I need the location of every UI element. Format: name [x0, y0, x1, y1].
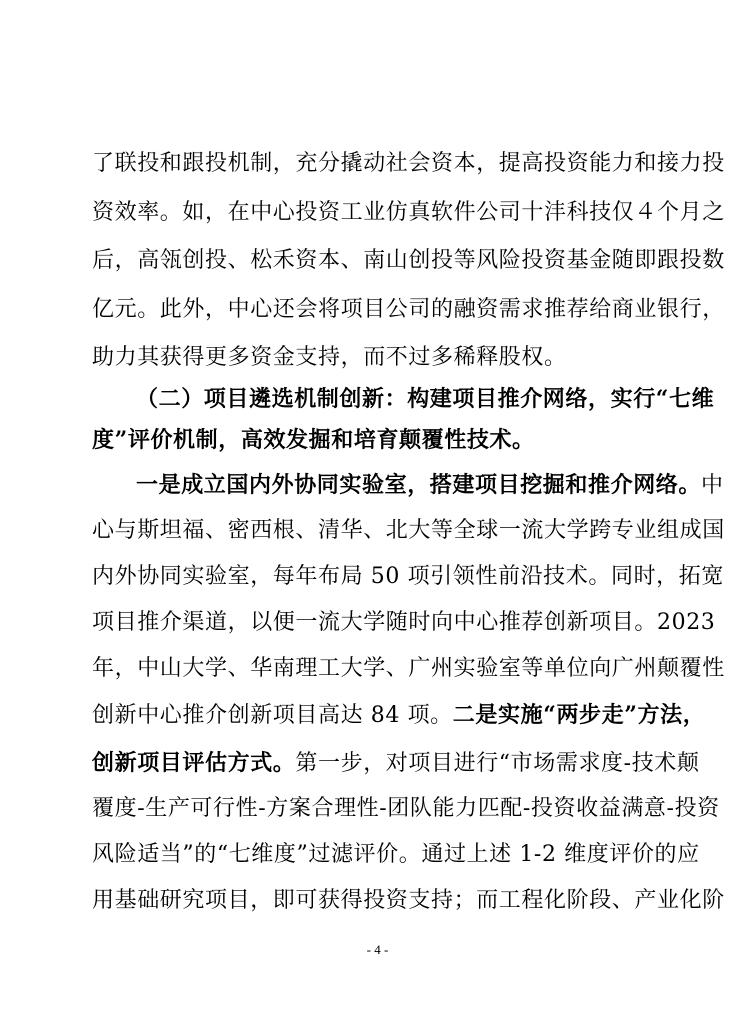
body-line-2: 资效率。如，在中心投资工业仿真软件公司十沣科技仅４个月之: [92, 200, 725, 225]
body-line-10: 内外协同实验室，每年布局 50 项引领性前沿技术。同时，拓宽: [92, 564, 724, 589]
body-line-16: 风险适当”的“七维度”过滤评价。通过上述 1-2 维度评价的应: [92, 842, 700, 867]
body-line-15: 覆度-生产可行性-方案合理性-团队能力匹配-投资收益满意-投资: [92, 796, 720, 821]
section-heading-line-2: 度”评价机制，高效发掘和培育颠覆性技术。: [92, 427, 535, 453]
bold-lead-2: 二是实施“两步走”方法，: [452, 702, 706, 728]
bold-lead-3: 创新项目评估方式。: [92, 750, 296, 776]
page-number: - 4 -: [366, 942, 389, 957]
body-line-1: 了联投和跟投机制，充分撬动社会资本，提高投资能力和接力投: [92, 151, 725, 176]
bold-lead-1: 一是成立国内外协同实验室，搭建项目挖掘和推介网络。: [136, 472, 702, 498]
body-line-11: 项目推介渠道，以便一流大学随时向中心推荐创新项目。2023: [92, 610, 716, 635]
body-line-12: 年，中山大学、华南理工大学、广州实验室等单位向广州颠覆性: [92, 656, 725, 681]
body-line-8: [136, 470, 724, 501]
body-line-3: 后，高瓴创投、松禾资本、南山创投等风险投资基金随即跟投数: [92, 248, 725, 273]
body-line-14: [92, 748, 700, 779]
body-line-9: 心与斯坦福、密西根、清华、北大等全球一流大学跨专业组成国: [92, 518, 725, 543]
body-line-13: [92, 700, 706, 731]
body-line-17: 用基础研究项目，即可获得投资支持；而工程化阶段、产业化阶: [92, 888, 725, 913]
line-rest: 中: [701, 473, 724, 498]
body-line-5: 助力其获得更多资金支持，而不过多稀释股权。: [92, 345, 567, 370]
section-heading-line-1: （二）项目遴选机制创新：构建项目推介网络，实行“七维: [136, 386, 715, 412]
line-pre: 创新中心推介创新项目高达 84 项。: [92, 703, 453, 728]
body-line-4: 亿元。此外，中心还会将项目公司的融资需求推荐给商业银行，: [92, 297, 725, 322]
line-rest: 第一步，对项目进行“市场需求度-技术颠: [295, 751, 700, 776]
